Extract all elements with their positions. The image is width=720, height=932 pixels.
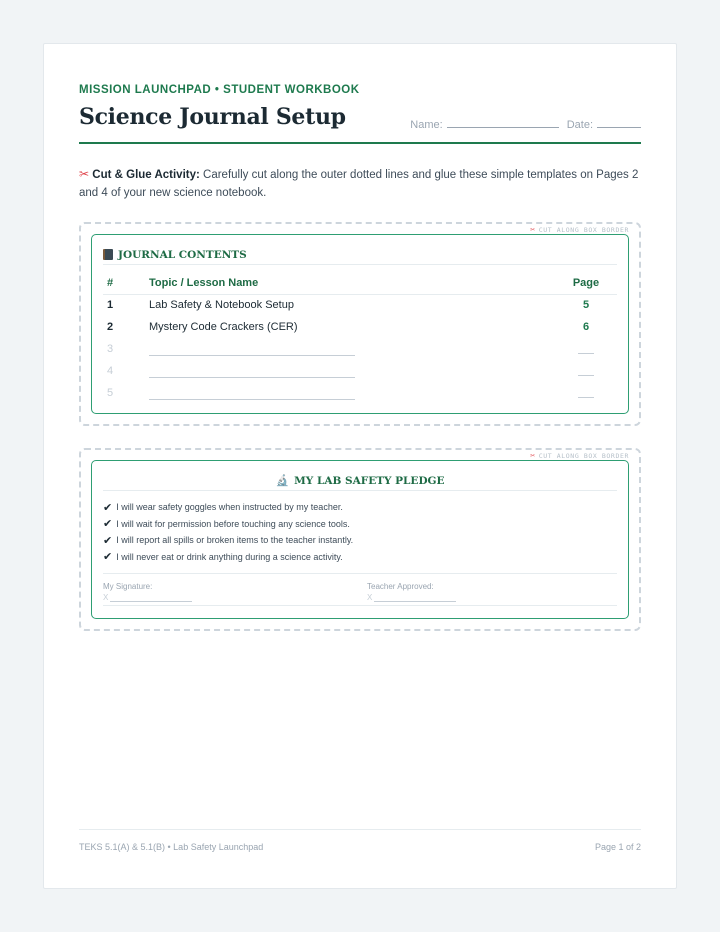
row-page: 6: [582, 321, 590, 333]
name-date-fields: [410, 118, 641, 131]
row-number: 2: [107, 321, 114, 333]
row-topic: Lab Safety & Notebook Setup: [149, 299, 294, 312]
write-line: [149, 387, 355, 400]
pledge-text: I will report all spills or broken items to the teacher instantly.: [116, 535, 354, 546]
write-line: [110, 593, 192, 602]
contents-table: [103, 272, 617, 404]
row-number: 3: [107, 343, 114, 355]
contents-card: [91, 234, 629, 414]
signature-label: My Signature:: [103, 582, 153, 591]
cut-label: [530, 451, 629, 460]
column-header-page: Page: [555, 272, 617, 294]
title-rule: [79, 142, 641, 144]
row-topic-blank[interactable]: [145, 360, 555, 382]
page-title: Science Journal Setup: [79, 104, 346, 130]
table-header-row: [103, 272, 617, 294]
scissors-icon: ✂: [530, 451, 536, 460]
footer-rule: [79, 829, 641, 830]
workbook-kicker: MISSION LAUNCHPAD • STUDENT WORKBOOK: [79, 84, 360, 96]
row-topic-blank[interactable]: [145, 382, 555, 404]
table-row: [103, 316, 617, 338]
pledge-heading: [103, 471, 617, 491]
footer-page-number: Page 1 of 2: [594, 842, 641, 852]
column-header-number: #: [103, 272, 145, 294]
intro-text: Carefully cut along the outer dotted lines and glue these simple templates on Pages 2 and 4 of your new science notebook.: [79, 169, 639, 199]
date-blank[interactable]: [597, 118, 641, 128]
write-line: [374, 593, 456, 602]
pledge-cut-box: [79, 448, 641, 631]
name-label: Name:: [410, 119, 443, 131]
intro-bold: Cut & Glue Activity:: [92, 169, 200, 181]
name-blank[interactable]: [447, 118, 559, 128]
write-line: [578, 386, 594, 398]
write-line: [149, 365, 355, 378]
contents-heading: [103, 245, 617, 265]
signature-area: [103, 573, 617, 606]
row-number: 1: [107, 299, 114, 312]
write-line: [578, 342, 594, 354]
teacher-label: Teacher Approved:: [367, 582, 434, 591]
pledge-text: I will never eat or drink anything during a science activity.: [116, 551, 343, 562]
teacher-signature: [367, 582, 456, 602]
write-line: [149, 343, 355, 356]
scissors-icon: ✂: [530, 225, 536, 234]
table-row-empty: [103, 382, 617, 404]
microscope-icon: 🔬: [275, 474, 290, 487]
list-item: [103, 532, 617, 549]
pledge-text: I will wait for permission before touching any science tools.: [116, 518, 350, 529]
table-row-empty: [103, 360, 617, 382]
row-topic-blank[interactable]: [145, 338, 555, 360]
cut-label-text: CUT ALONG BOX BORDER: [538, 451, 629, 460]
contents-title: JOURNAL CONTENTS: [118, 248, 247, 261]
pledge-card: [91, 460, 629, 619]
row-topic: Mystery Code Crackers (CER): [149, 321, 298, 333]
student-signature: [103, 582, 192, 602]
book-icon: [103, 249, 113, 260]
column-header-topic: Topic / Lesson Name: [145, 272, 555, 294]
pledge-title: MY LAB SAFETY PLEDGE: [294, 474, 445, 487]
signature-line[interactable]: [103, 593, 192, 602]
pledge-text: I will wear safety goggles when instructed by my teacher.: [116, 502, 343, 513]
scissors-icon: ✂: [79, 167, 90, 181]
row-number: 4: [107, 365, 114, 377]
page-content: [79, 44, 641, 888]
checkmark-icon: ✔: [103, 501, 113, 514]
checkmark-icon: ✔: [103, 551, 113, 564]
footer-standards: TEKS 5.1(A) & 5.1(B) • Lab Safety Launchpad: [79, 842, 264, 852]
contents-cut-box: [79, 222, 641, 426]
row-page-blank[interactable]: [555, 382, 617, 404]
pledge-list: [103, 499, 617, 565]
x-mark: X: [103, 593, 109, 602]
cut-label-text: CUT ALONG BOX BORDER: [538, 225, 629, 234]
table-row: [103, 294, 617, 316]
row-page-blank[interactable]: [555, 338, 617, 360]
cut-label: [530, 225, 629, 234]
list-item: [103, 549, 617, 566]
worksheet-page: [43, 43, 677, 889]
teacher-signature-line[interactable]: [367, 593, 456, 602]
date-label: Date:: [566, 119, 593, 131]
row-page-blank[interactable]: [555, 360, 617, 382]
checkmark-icon: ✔: [103, 534, 113, 547]
x-mark: X: [367, 593, 373, 602]
table-row-empty: [103, 338, 617, 360]
list-item: [103, 516, 617, 533]
row-number: 5: [107, 387, 114, 399]
row-page: 5: [582, 299, 590, 312]
checkmark-icon: ✔: [103, 518, 113, 531]
write-line: [578, 364, 594, 376]
intro-paragraph: [79, 165, 641, 202]
list-item: [103, 499, 617, 516]
